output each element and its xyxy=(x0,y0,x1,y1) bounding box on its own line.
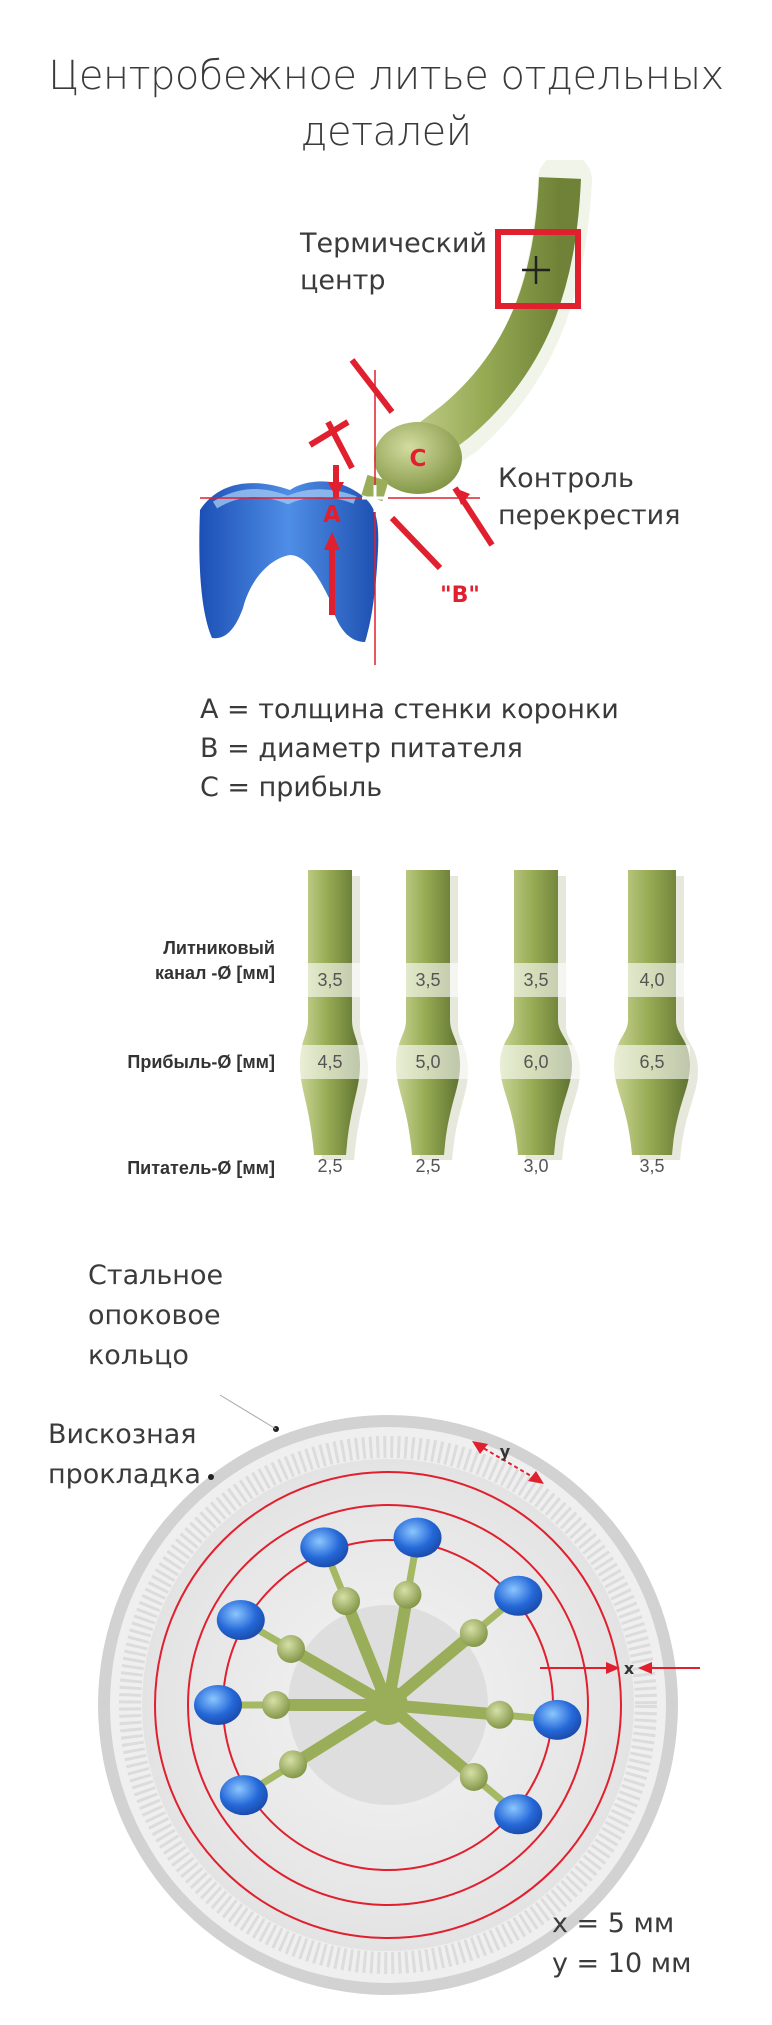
label-b: "B" xyxy=(440,583,480,608)
legend xyxy=(200,690,619,807)
steel-ring-line-3: кольцо xyxy=(88,1340,189,1371)
steel-ring-leader xyxy=(220,1395,276,1429)
tree-hub xyxy=(368,1685,408,1725)
legend-c: C = прибыль xyxy=(200,772,383,803)
bent-sprue xyxy=(405,178,560,460)
tree-reservoir xyxy=(277,1635,305,1663)
control-line-2: перекрестия xyxy=(498,500,681,531)
row-reservoir-label: Прибыль-Ø [мм] xyxy=(127,1052,275,1072)
viscose-label xyxy=(48,1415,201,1495)
steel-ring-label xyxy=(88,1256,223,1376)
steel-ring-line-2: опоковое xyxy=(88,1300,221,1331)
sprue-sizes-figure xyxy=(0,860,772,1160)
crown xyxy=(199,481,378,642)
marker-b xyxy=(392,518,440,568)
tree-reservoir xyxy=(486,1701,514,1729)
steel-ring-line-1: Стальное xyxy=(88,1260,224,1291)
reservoir-value: 6,0 xyxy=(523,1052,549,1072)
feeder-value: 3,0 xyxy=(523,1156,549,1176)
y-label: y xyxy=(499,1442,511,1461)
marker-feeder-top xyxy=(352,360,392,412)
viscose-line-1: Вискозная xyxy=(48,1419,197,1450)
tree-crown xyxy=(194,1685,242,1725)
title-line-2: деталей xyxy=(300,109,472,155)
dimension-values xyxy=(552,1904,691,1984)
legend-b: B = диаметр питателя xyxy=(200,733,523,764)
tree-crown xyxy=(494,1794,542,1834)
title-line-1: Центробежное литье отдельных xyxy=(48,53,724,99)
viscose-line-2: прокладка xyxy=(48,1459,201,1490)
tree-crown xyxy=(394,1518,442,1558)
sprue-rod xyxy=(300,870,360,1155)
x-value: x = 5 мм xyxy=(552,1908,675,1939)
tree-reservoir xyxy=(460,1619,488,1647)
x-label: x xyxy=(623,1659,635,1678)
tree-crown xyxy=(494,1576,542,1616)
page-title xyxy=(0,48,772,160)
control-line-1: Контроль xyxy=(498,463,634,494)
tree-crown xyxy=(217,1600,265,1640)
tree-reservoir xyxy=(460,1763,488,1791)
tree-reservoir xyxy=(393,1581,421,1609)
reservoir-value: 6,5 xyxy=(639,1052,665,1072)
control-label xyxy=(498,460,680,534)
thermal-center-line-1: Термический xyxy=(300,228,487,259)
tree-crown xyxy=(533,1700,581,1740)
thermal-center-line-2: центр xyxy=(300,265,386,296)
label-c: C xyxy=(409,446,427,472)
label-a: A xyxy=(323,502,341,528)
row-channel-line-1: Литниковый xyxy=(163,938,275,958)
tree-crown xyxy=(300,1527,348,1567)
tree-reservoir xyxy=(262,1691,290,1719)
channel-value: 4,0 xyxy=(639,970,665,990)
row-channel-line-2: канал -Ø [мм] xyxy=(155,963,275,983)
y-value: y = 10 мм xyxy=(552,1948,692,1979)
row-channel-label xyxy=(60,936,275,986)
tree-reservoir xyxy=(279,1750,307,1778)
feeder-value: 2,5 xyxy=(317,1156,343,1176)
legend-a: A = толщина стенки коронки xyxy=(200,694,619,725)
channel-value: 3,5 xyxy=(317,970,343,990)
channel-value: 3,5 xyxy=(523,970,549,990)
reservoir-value: 4,5 xyxy=(317,1052,343,1072)
channel-value: 3,5 xyxy=(415,970,441,990)
reservoir-value: 5,0 xyxy=(415,1052,441,1072)
tree-reservoir xyxy=(332,1587,360,1615)
tree-crown xyxy=(220,1775,268,1815)
feeder-value: 3,5 xyxy=(639,1156,665,1176)
viscose-pointer xyxy=(208,1474,214,1480)
row-feeder-label: Питатель-Ø [мм] xyxy=(127,1158,275,1178)
feeder-value: 2,5 xyxy=(415,1156,441,1176)
thermal-center-label xyxy=(300,225,487,299)
